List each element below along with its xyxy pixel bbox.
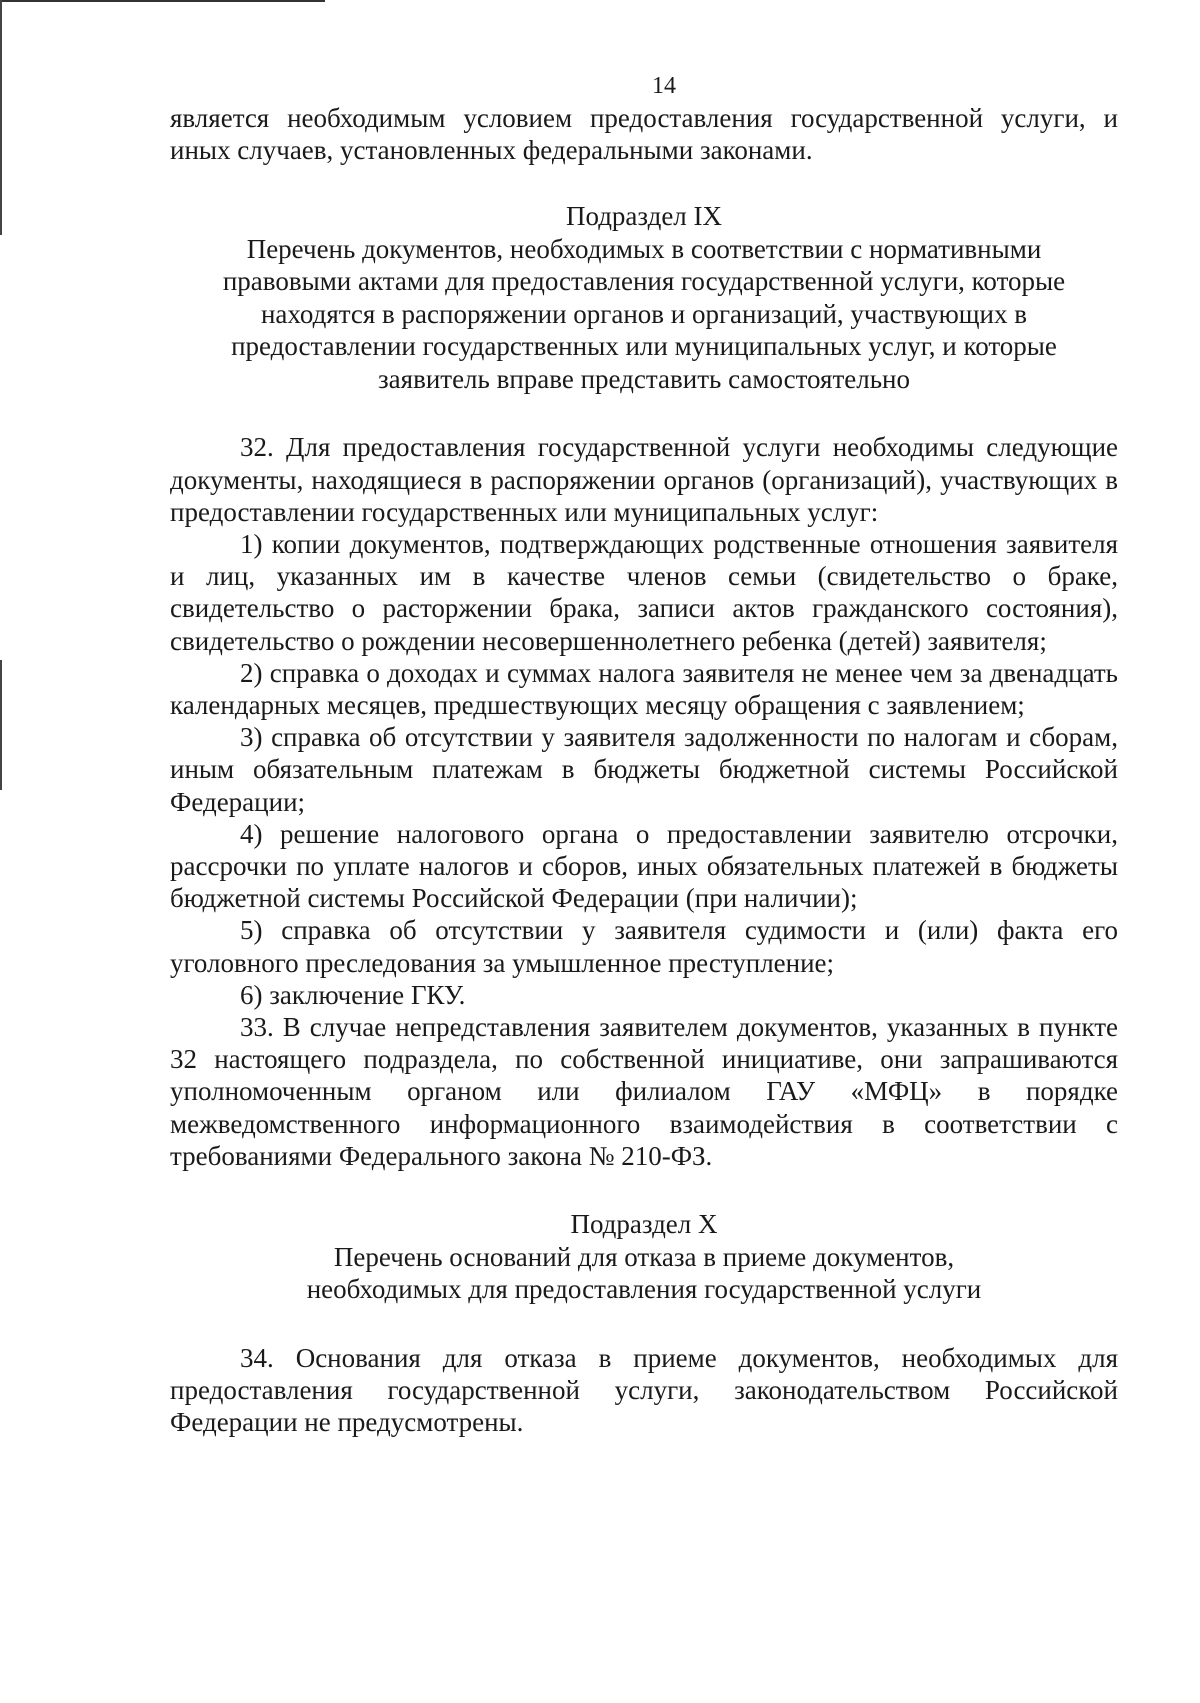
section-ix-title: Подраздел IX — [565, 201, 723, 232]
clause-32-item-2: 2) справка о доходах и суммах налога заявителя не менее чем за двенадцать календарных месяцев, предшествующих месяцу обращения с заявлением; — [170, 657, 1118, 721]
clause-32-item-4: 4) решение налогового органа о предоставлении заявителю отсрочки, рассрочки по уплате налогов и сборов, иных обязательных платежей в бюджеты бюджетной системы Российской Федерации (при наличии); — [170, 818, 1118, 914]
clause-33: 33. В случае непредставления заявителем документов, указанных в пункте 32 настоящего подраздела, по собственной инициативе, они запрашиваются уполномоченным органом или филиалом ГАУ «МФЦ» в порядке межведомственного информационного взаимодействия в соответствии с требованиями Федерального закона № 210-ФЗ. — [170, 1012, 1118, 1171]
scan-edge-left — [0, 0, 2, 235]
section-ix-subtitle-line: Перечень документов, необходимых в соответствии с нормативными — [246, 233, 1042, 264]
section-ix-subtitle-line: находятся в распоряжении органов и организаций, участвующих в — [260, 298, 1028, 329]
section-x-subtitle-line: Перечень оснований для отказа в приеме документов, — [333, 1241, 955, 1272]
section-x-heading — [170, 1208, 1118, 1306]
scan-edge-top — [0, 0, 325, 2]
section-x-title: Подраздел X — [570, 1209, 718, 1240]
section-ix-subtitle-line: заявитель вправе представить самостоятельно — [378, 363, 910, 394]
page-number: 14 — [652, 73, 676, 99]
clause-32-item-1: 1) копии документов, подтверждающих родственные отношения заявителя и лиц, указанных им в качестве членов семьи (свидетельство о браке, свидетельство о расторжении брака, записи актов гражданского состояния), свидетельство о рождении несовершеннолетнего ребенка (детей) заявителя; — [170, 529, 1118, 656]
clause-32: 32. Для предоставления государственной услуги необходимы следующие документы, находящиеся в распоряжении органов (организаций), участвующих в предоставлении государственных или муниципальных услуг: — [170, 432, 1118, 527]
section-x-subtitle-line: необходимых для предоставления государственной услуги — [306, 1274, 982, 1305]
clause-32-item-5: 5) справка об отсутствии у заявителя судимости и (или) факта его уголовного преследования за умышленное преступление; — [170, 915, 1118, 978]
document-page — [170, 70, 1118, 1438]
section-ix-subtitle-line: правовыми актами для предоставления государственной услуги, которые — [222, 266, 1066, 297]
clause-32-item-6: 6) заключение ГКУ. — [240, 979, 466, 1010]
section-ix-subtitle-line: предоставлении государственных или муниципальных услуг, и которые — [231, 331, 1057, 362]
clause-34: 34. Основания для отказа в приеме документов, необходимых для предоставления государственной услуги, законодательством Российской Федерации не предусмотрены. — [170, 1342, 1118, 1437]
scan-edge-left — [0, 660, 2, 790]
intro-paragraph: является необходимым условием предоставления государственной услуги, и иных случаев, установленных федеральными законами. — [170, 103, 1118, 166]
section-ix-heading — [170, 200, 1118, 395]
clause-32-item-3: 3) справка об отсутствии у заявителя задолженности по налогам и сборам, иным обязательным платежам в бюджеты бюджетной системы Российской Федерации; — [170, 722, 1118, 817]
